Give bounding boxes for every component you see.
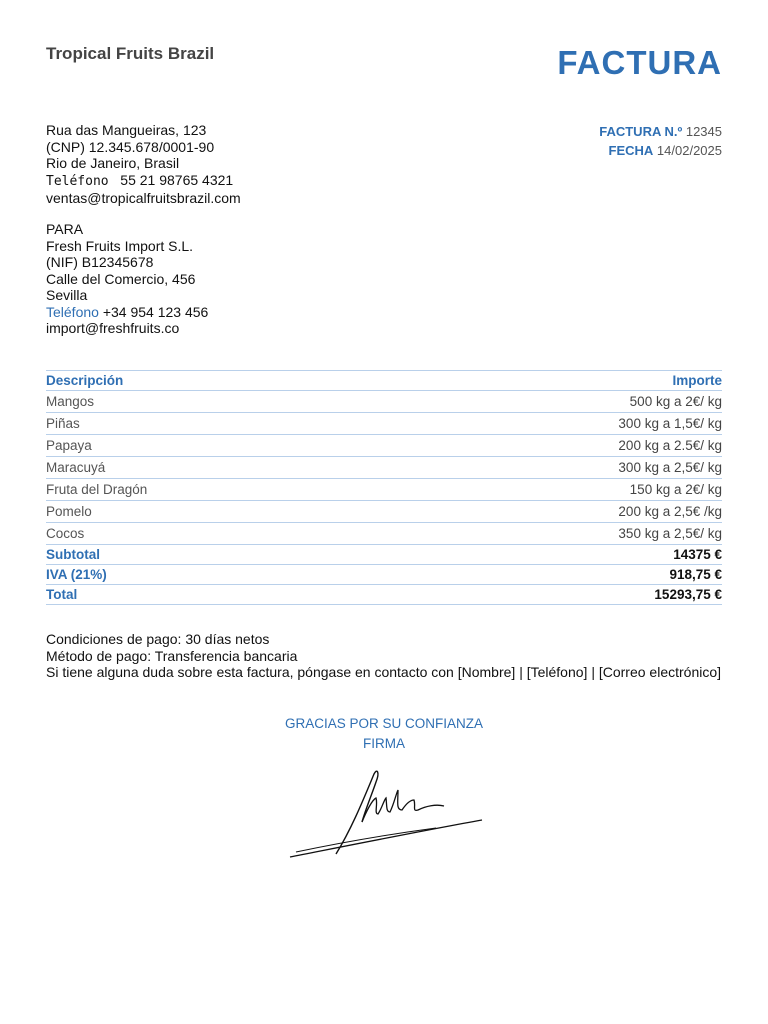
seller-phone-line — [46, 172, 241, 191]
payment-method: Método de pago: Transferencia bancaria — [46, 647, 298, 664]
seller-phone-label: Teléfono — [46, 173, 109, 189]
invoice-date: 14/02/2025 — [656, 143, 722, 158]
buyer-phone: +34 954 123 456 — [102, 303, 209, 320]
seller-city: Rio de Janeiro, Brasil — [46, 155, 180, 171]
buyer-heading: PARA — [46, 221, 84, 237]
seller-block — [46, 122, 241, 207]
company-name: Tropical Fruits Brazil — [46, 44, 215, 63]
row-description: Piñas — [46, 416, 80, 431]
signature-label: FIRMA — [363, 736, 405, 751]
invoice-meta — [599, 122, 722, 160]
buyer-phone-label: Teléfono — [46, 303, 99, 320]
payment-terms — [46, 631, 726, 681]
row-description: Cocos — [46, 526, 85, 541]
row-amount: 150 kg a 2€/ kg — [629, 482, 722, 497]
row-amount: 200 kg a 2,5€ /kg — [618, 504, 722, 519]
row-amount: 300 kg a 1,5€/ kg — [618, 416, 722, 431]
table-header — [46, 370, 722, 391]
invoice-date-label: FECHA — [608, 143, 654, 158]
document-title: FACTURA — [557, 44, 722, 81]
buyer-phone-line — [46, 304, 208, 321]
total-value: 15293,75 € — [654, 587, 722, 602]
table-row — [46, 391, 722, 413]
row-description: Fruta del Dragón — [46, 482, 148, 497]
buyer-city: Sevilla — [46, 287, 88, 303]
subtotal-row — [46, 545, 722, 565]
row-description: Maracuyá — [46, 460, 106, 475]
seller-tax-id: (CNP) 12.345.678/0001-90 — [46, 138, 215, 155]
row-amount: 350 kg a 2,5€/ kg — [618, 526, 722, 541]
table-row — [46, 479, 722, 501]
invoice-date-line — [599, 141, 722, 160]
thanks-message: GRACIAS POR SU CONFIANZA — [284, 716, 484, 731]
line-items-table — [46, 370, 722, 605]
invoice-number-line — [599, 122, 722, 141]
row-description: Pomelo — [46, 504, 92, 519]
seller-email: ventas@tropicalfruitsbrazil.com — [46, 190, 241, 206]
table-row — [46, 523, 722, 545]
subtotal-label: Subtotal — [46, 547, 100, 562]
tax-value: 918,75 € — [669, 567, 722, 582]
contact-note: Si tiene alguna duda sobre esta factura, póngase en contacto con [Nombre] | [Teléfono] | [Correo electrónico] — [46, 664, 722, 680]
header-description: Descripción — [46, 373, 124, 388]
row-amount: 500 kg a 2€/ kg — [629, 394, 722, 409]
total-label: Total — [46, 587, 78, 602]
seller-phone: 55 21 98765 4321 — [120, 171, 234, 188]
row-amount: 200 kg a 2.5€/ kg — [618, 438, 722, 453]
table-row — [46, 435, 722, 457]
invoice-number: 12345 — [685, 124, 722, 139]
table-row — [46, 501, 722, 523]
seller-address: Rua das Mangueiras, 123 — [46, 122, 207, 138]
total-row — [46, 585, 722, 605]
signature-image — [286, 768, 486, 863]
header-amount: Importe — [672, 373, 722, 388]
table-row — [46, 413, 722, 435]
buyer-block — [46, 221, 208, 337]
buyer-tax-id: (NIF) B12345678 — [46, 254, 154, 270]
payment-conditions: Condiciones de pago: 30 días netos — [46, 631, 270, 647]
buyer-address: Calle del Comercio, 456 — [46, 270, 196, 287]
subtotal-value: 14375 € — [673, 547, 722, 562]
tax-label: IVA (21%) — [46, 567, 107, 582]
tax-row — [46, 565, 722, 585]
row-description: Papaya — [46, 438, 92, 453]
buyer-email: import@freshfruits.co — [46, 320, 180, 336]
row-amount: 300 kg a 2,5€/ kg — [618, 460, 722, 475]
buyer-name: Fresh Fruits Import S.L. — [46, 237, 194, 254]
table-row — [46, 457, 722, 479]
invoice-number-label: FACTURA N.º — [599, 124, 683, 139]
row-description: Mangos — [46, 394, 95, 409]
